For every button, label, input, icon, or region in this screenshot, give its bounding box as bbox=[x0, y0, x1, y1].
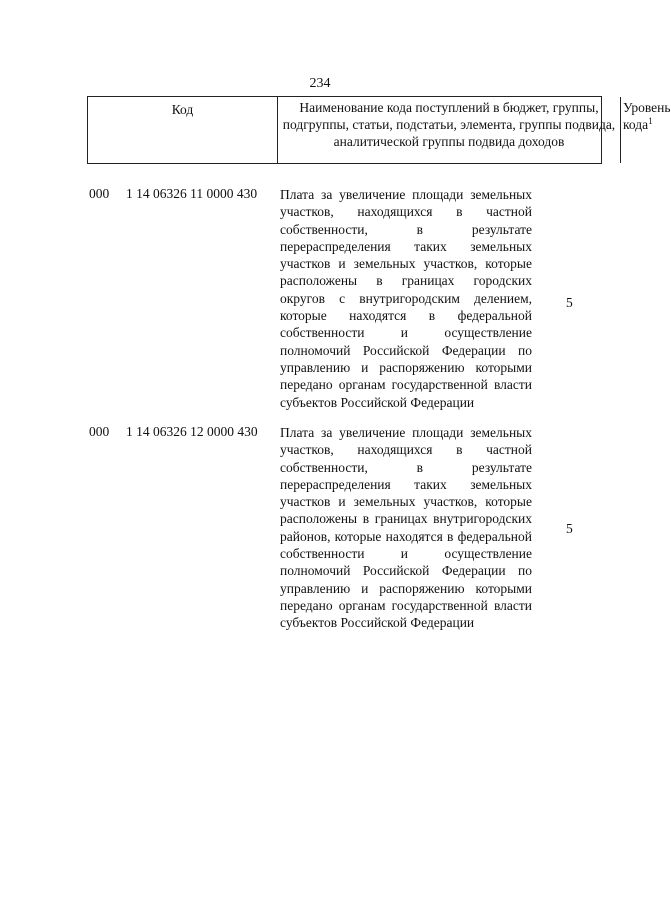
income-name: Плата за увеличение площади земельных участков, находящихся в частной собственности, в результате перераспределения таких земельных участков и земельных участков, которые расположены в границах внутригородских районов, которые находятся в федеральной собственности и осуществление полномочий Российской Федерации по управлению и распоряжению которыми передано органам государственной власти субъектов Российской Федерации bbox=[280, 425, 532, 631]
header-code-cell bbox=[88, 97, 278, 163]
header-name-cell bbox=[278, 97, 621, 163]
admin-code: 000 bbox=[89, 424, 110, 439]
header-level-text: Уровень кода bbox=[623, 100, 671, 132]
header-name-label: Наименование кода поступлений в бюджет, группы, подгруппы, статьи, подстатьи, элемента, группы подвида, аналитической группы подвида доходов bbox=[282, 100, 616, 149]
header-code-label: Код bbox=[171, 102, 194, 117]
page-number: 234 bbox=[309, 76, 331, 91]
income-code: 1 14 06326 12 0000 430 bbox=[126, 424, 258, 439]
admin-code: 000 bbox=[89, 186, 110, 201]
code-level: 5 bbox=[566, 521, 573, 536]
code-level: 5 bbox=[566, 295, 573, 310]
income-code: 1 14 06326 11 0000 430 bbox=[126, 186, 258, 201]
footnote-marker: 1 bbox=[648, 116, 653, 126]
table-header bbox=[87, 96, 671, 164]
income-name: Плата за увеличение площади земельных участков, находящихся в частной собственности, в результате перераспределения таких земельных участков и земельных участков, которые расположены в границах городских округов с внутригородским делением, которые находятся в федеральной собственности и осуществление полномочий Российской Федерации по управлению и распоряжению которыми передано органам государственной власти субъектов Российской Федерации bbox=[280, 187, 532, 410]
